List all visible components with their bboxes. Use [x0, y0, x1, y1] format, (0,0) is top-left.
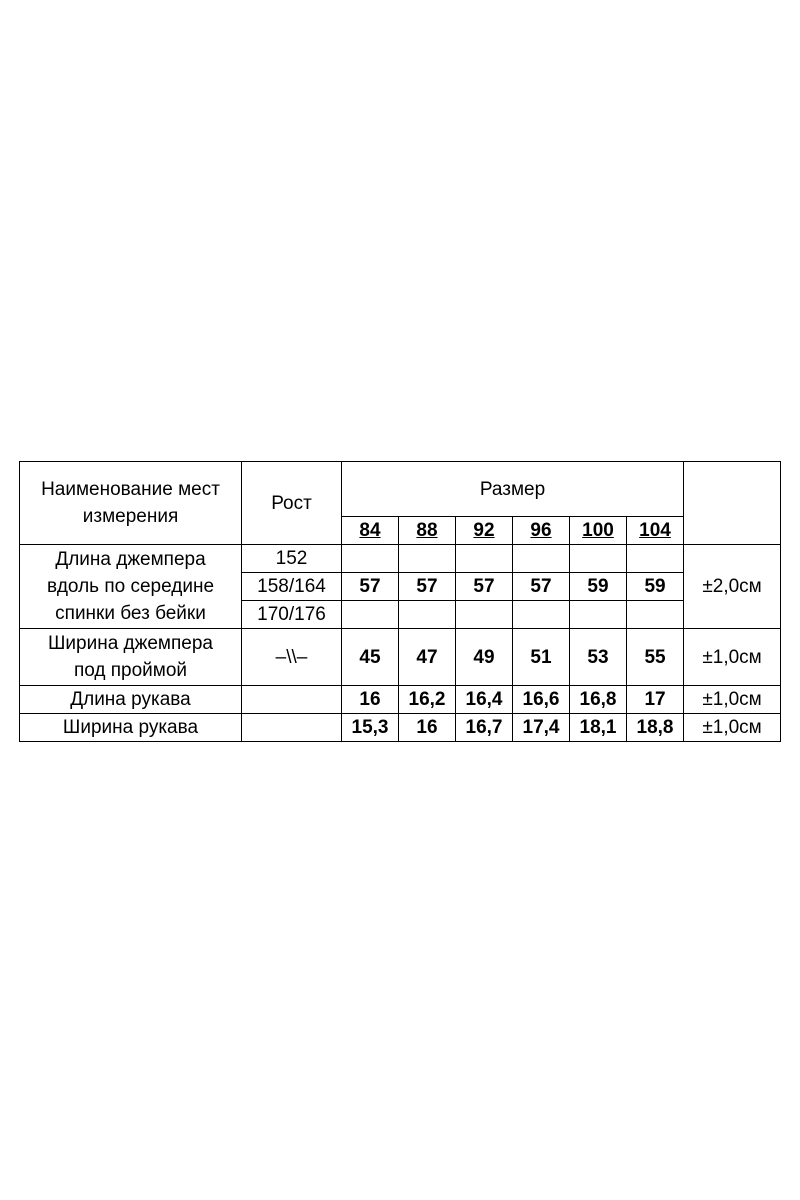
jumper-width-value: 45 [342, 629, 399, 686]
empty-cell [242, 686, 342, 714]
jumper-length-label: Длина джемпера вдоль по середине спинки без бейки [20, 545, 242, 629]
empty-cell [342, 545, 399, 573]
height-170-176: 170/176 [242, 601, 342, 629]
empty-cell [513, 601, 570, 629]
empty-cell [570, 601, 627, 629]
size-chart-table [19, 461, 781, 742]
jumper-length-value: 59 [627, 573, 684, 601]
empty-cell [513, 545, 570, 573]
sleeve-length-value: 16,4 [456, 686, 513, 714]
empty-cell [570, 545, 627, 573]
sleeve-length-tolerance: ±1,0см [684, 686, 781, 714]
empty-cell [399, 545, 456, 573]
jumper-width-value: 51 [513, 629, 570, 686]
empty-cell [242, 714, 342, 742]
empty-cell [399, 601, 456, 629]
sleeve-length-value: 17 [627, 686, 684, 714]
sleeve-length-value: 16 [342, 686, 399, 714]
jumper-width-value: 55 [627, 629, 684, 686]
sleeve-width-value: 16,7 [456, 714, 513, 742]
jumper-width-value: 49 [456, 629, 513, 686]
size-84: 84 [342, 517, 399, 545]
sleeve-width-row [20, 714, 781, 742]
sleeve-length-row [20, 686, 781, 714]
sleeve-width-tolerance: ±1,0см [684, 714, 781, 742]
empty-cell [627, 545, 684, 573]
size-100: 100 [570, 517, 627, 545]
sleeve-length-value: 16,8 [570, 686, 627, 714]
jumper-length-value: 57 [342, 573, 399, 601]
jumper-length-value: 59 [570, 573, 627, 601]
jumper-width-value: 53 [570, 629, 627, 686]
size-96: 96 [513, 517, 570, 545]
jumper-width-value: 47 [399, 629, 456, 686]
height-152: 152 [242, 545, 342, 573]
empty-cell [456, 601, 513, 629]
sleeve-width-value: 16 [399, 714, 456, 742]
sleeve-width-label: Ширина рукава [20, 714, 242, 742]
sleeve-length-value: 16,6 [513, 686, 570, 714]
header-tolerance [684, 462, 781, 545]
jumper-width-tolerance: ±1,0см [684, 629, 781, 686]
sleeve-width-value: 18,8 [627, 714, 684, 742]
jumper-length-value: 57 [513, 573, 570, 601]
header-measurement-name: Наименование мест измерения [20, 462, 242, 545]
sleeve-width-value: 17,4 [513, 714, 570, 742]
size-88: 88 [399, 517, 456, 545]
jumper-length-value: 57 [456, 573, 513, 601]
jumper-length-row [20, 545, 781, 573]
jumper-length-value: 57 [399, 573, 456, 601]
size-92: 92 [456, 517, 513, 545]
sleeve-length-value: 16,2 [399, 686, 456, 714]
height-158-164: 158/164 [242, 573, 342, 601]
empty-cell [342, 601, 399, 629]
jumper-width-height: –\\– [242, 629, 342, 686]
header-size: Размер [342, 462, 684, 517]
empty-cell [627, 601, 684, 629]
sleeve-length-label: Длина рукава [20, 686, 242, 714]
jumper-length-tolerance: ±2,0см [684, 545, 781, 629]
header-row [20, 462, 781, 517]
jumper-width-label: Ширина джемпера под проймой [20, 629, 242, 686]
sleeve-width-value: 18,1 [570, 714, 627, 742]
size-104: 104 [627, 517, 684, 545]
header-height: Рост [242, 462, 342, 545]
empty-cell [456, 545, 513, 573]
jumper-width-row [20, 629, 781, 686]
sleeve-width-value: 15,3 [342, 714, 399, 742]
